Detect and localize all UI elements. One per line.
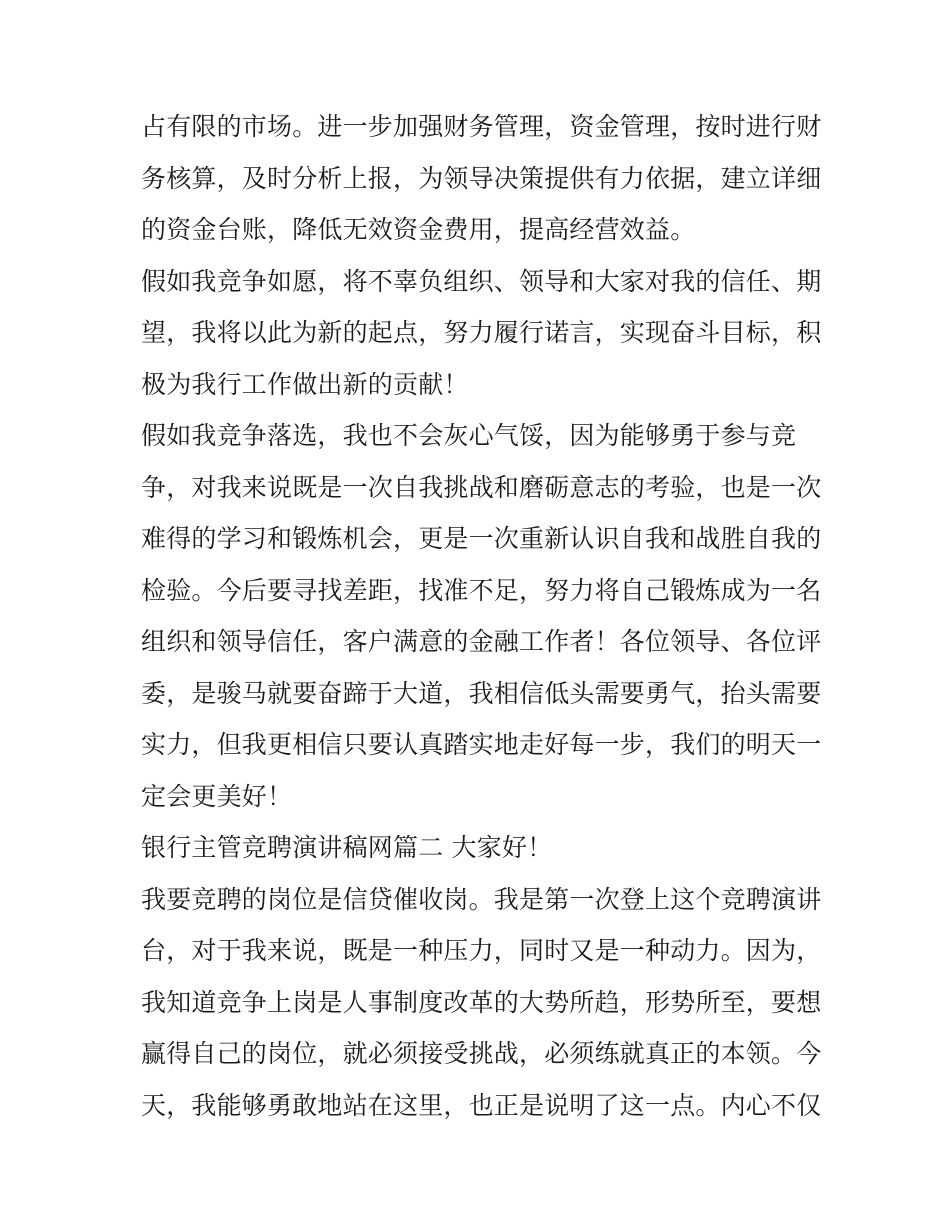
text-line: 检验。今后要寻找差距，找准不足，努力将自己锻炼成为一名 bbox=[141, 575, 822, 605]
text-line: 我知道竞争上岗是人事制度改革的大势所趋，形势所至，要想 bbox=[141, 987, 822, 1017]
text-line: 定会更美好！ bbox=[141, 781, 293, 811]
text-line: 我要竞聘的岗位是信贷催收岗。我是第一次登上这个竞聘演讲 bbox=[141, 884, 822, 914]
text-line: 务核算，及时分析上报，为领导决策提供有力依据，建立详细 bbox=[141, 163, 822, 193]
text-line: 实力，但我更相信只要认真踏实地走好每一步，我们的明天一 bbox=[141, 730, 822, 759]
text-line: 难得的学习和锻炼机会，更是一次重新认识自我和战胜自我的 bbox=[141, 524, 822, 553]
text-line: 的资金台账，降低无效资金费用，提高经营效益。 bbox=[141, 215, 696, 244]
text-line: 赢得自己的岗位，就必须接受挑战，必须练就真正的本领。今 bbox=[141, 1039, 822, 1068]
section-heading-line: 银行主管竞聘演讲稿网篇二 大家好！ bbox=[141, 833, 553, 862]
text-line: 占有限的市场。进一步加强财务管理，资金管理，按时进行财 bbox=[141, 112, 822, 141]
text-line: 极为我行工作做出新的贡献！ bbox=[141, 369, 469, 399]
text-line: 假如我竞争如愿，将不辜负组织、领导和大家对我的信任、期 bbox=[141, 266, 822, 296]
body-text bbox=[141, 101, 821, 1131]
text-line: 望，我将以此为新的起点，努力履行诺言，实现奋斗目标，积 bbox=[141, 318, 822, 347]
text-line: 组织和领导信任，客户满意的金融工作者！各位领导、各位评 bbox=[141, 627, 822, 656]
text-line: 假如我竞争落选，我也不会灰心气馁，因为能够勇于参与竞 bbox=[141, 421, 797, 450]
text-line: 委，是骏马就要奋蹄于大道，我相信低头需要勇气，抬头需要 bbox=[141, 678, 822, 708]
text-line: 争，对我来说既是一次自我挑战和磨砺意志的考验，也是一次 bbox=[141, 472, 822, 502]
text-line: 台，对于我来说，既是一种压力，同时又是一种动力。因为， bbox=[141, 936, 822, 965]
text-line: 天，我能够勇敢地站在这里，也正是说明了这一点。内心不仅 bbox=[141, 1090, 822, 1120]
